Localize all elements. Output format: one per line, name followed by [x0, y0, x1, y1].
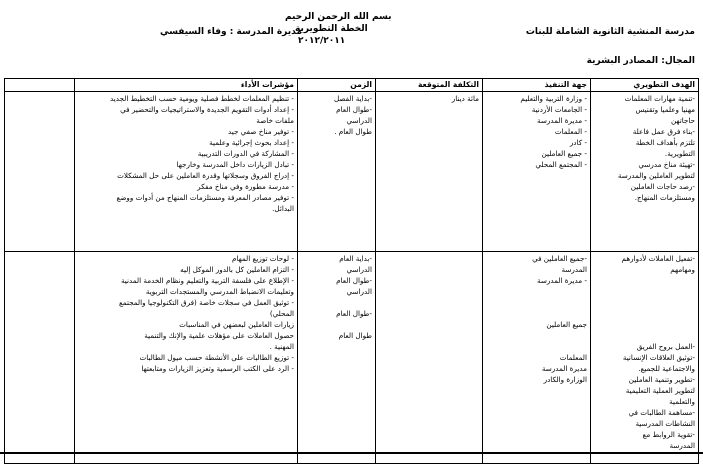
cell-line: - وزارة التربية والتعليم: [520, 94, 587, 103]
cell-line: -تفعيل العاملات لأدوارهم: [621, 254, 695, 263]
cell-line: - مديرة المدرسة: [537, 276, 587, 285]
cell-line: والتعلمية: [669, 397, 695, 406]
cell-line: - توثيق العمل في سجلات خاصة (فرق التكنولوجيا والمجتمع: [118, 298, 294, 307]
cell-line: المدرسة: [669, 441, 695, 450]
cell-line: - المعلمات: [554, 127, 587, 136]
cell-line: جميع العاملين: [546, 320, 587, 329]
table-header-row: [5, 79, 699, 92]
cell-line: المهنية .: [269, 342, 294, 351]
cell-line: -رصد حاجات العاملين: [630, 182, 695, 191]
cell-line: والاجتماعية للجميع.: [638, 364, 695, 373]
cell-notes: [5, 252, 75, 464]
cell-line: - توزيع الطالبات على الأنشطة حسب ميول الطالبات: [139, 353, 294, 362]
cell-line: حاجاتهن: [670, 116, 695, 125]
header-time: الزمن: [298, 79, 376, 92]
cell-line: مهنيا وعلميا وتقنيس: [635, 105, 695, 114]
cell-line: - توفير مناخ صفي جيد: [228, 127, 294, 136]
cell-line: - تبادل الزيارات داخل المدرسة وخارجها: [176, 160, 294, 169]
cell-line: -تطوير وتنمية العاملين: [628, 375, 695, 384]
cell-line: المحلي): [269, 309, 294, 318]
cell-cost: [376, 252, 483, 464]
cell-time: [298, 92, 376, 252]
cell-line: ومستلزمات المنهاج.: [634, 193, 695, 202]
cell-line: مائة دينار: [451, 94, 479, 103]
cell-line: تلتزم بأهداف الخطة: [635, 138, 695, 147]
cell-line: لتطوير العملية التعليمية: [625, 386, 695, 395]
cell-line: -طوال العام: [336, 276, 372, 285]
cell-line: الدراسي: [346, 116, 372, 125]
cell-line: المدرسة: [561, 265, 587, 274]
cell-line: -طوال العام: [336, 105, 372, 114]
cell-line: -بناء فرق عمل فاعلة: [632, 127, 695, 136]
cell-line: زيارات العاملين لبعضهن في المناسبات: [179, 320, 294, 329]
cell-line: المعلمات: [559, 353, 587, 362]
cell-line: -تهيئة مناخ مدرسي: [638, 160, 695, 169]
cell-line: مديرة المدرسة: [541, 364, 587, 373]
header-exec: جهة التنفيذ: [483, 79, 591, 92]
cell-line: - المجتمع المحلي: [535, 160, 587, 169]
cell-line: الوزارة والكادر: [543, 375, 587, 384]
header-notes: [5, 79, 75, 92]
cell-line: البدائل.: [272, 204, 294, 213]
cell-indicators: [75, 92, 298, 252]
cell-line: - تنظيم المعلمات لخطط فصلية ويومية حسب التخطيط الجديد: [109, 94, 294, 103]
cell-line: - التزام العاملين كل بالدور الموكل إليه: [180, 265, 294, 274]
cell-line: - توفير مصادر المعرفة ومستلزمات المنهاج من أدوات ووضع: [116, 193, 294, 202]
header-goal: الهدف التطويري: [591, 79, 699, 92]
cell-exec: [483, 92, 591, 252]
cell-line: - الرد على الكتب الرسمية وتعزيز الزيارات ومتابعتها: [141, 364, 294, 373]
principal-name: مديرة المدرسة : وفاء السيفسي: [160, 27, 302, 37]
cell-line: -تنمية مهارات المعلمات: [624, 94, 695, 103]
plan-title: الخطة التطويرية: [295, 24, 368, 34]
cell-line: -بداية الفصل: [333, 94, 372, 103]
cell-line: -تقوية الروابط مع: [642, 430, 695, 439]
cell-line: ومهامهم: [670, 265, 695, 274]
cell-line: -طوال العام: [336, 309, 372, 318]
table-row: [5, 92, 699, 252]
cell-line: النشاطات المدرسية: [635, 419, 695, 428]
plan-year: ٢٠١٢/٢٠١١: [298, 36, 346, 46]
cell-line: -جميع العاملين في: [532, 254, 587, 263]
cell-line: حصول العاملات على مؤهلات علمية والإنك والتنمية: [144, 331, 294, 340]
table-row: [5, 252, 699, 464]
cell-exec: [483, 252, 591, 464]
cell-cost: [376, 92, 483, 252]
cell-line: - إعداد بحوث إجرائية وعلمية: [209, 138, 294, 147]
cell-line: -بداية العام: [339, 254, 372, 263]
cell-line: -العمل بروح الفريق: [636, 342, 695, 351]
cell-line: -مساهمة الطالبات في: [628, 408, 695, 417]
cell-line: - كادر: [569, 138, 587, 147]
development-plan-table: [4, 78, 699, 464]
cell-line: - لوحات توزيع المهام: [231, 254, 294, 263]
cell-indicators: [75, 252, 298, 464]
header-indicators: مؤشرات الأداء: [75, 79, 298, 92]
cell-line: -توثيق العلاقات الإنسانية: [622, 353, 695, 362]
cell-goal: [591, 92, 699, 252]
cell-line: - جميع العاملين: [541, 149, 587, 158]
cell-line: طوال العام: [338, 331, 372, 340]
cell-line: - إعداد أدوات التقويم الجديدة والاستراتيجيات والتحضير في: [120, 105, 294, 114]
school-name: مدرسة المنشية الثانوية الشاملة للبنات: [525, 27, 695, 37]
basmala: بسم الله الرحمن الرحيم: [285, 12, 392, 22]
cell-line: ملفات خاصة: [256, 116, 294, 125]
cell-goal: [591, 252, 699, 464]
cell-line: الدراسي: [346, 265, 372, 274]
cell-line: الدراسي: [346, 287, 372, 296]
cell-line: - إدراج الفروق وسجلاتها وقدرة العاملين على حل المشكلات: [117, 171, 294, 180]
header-cost: التكلفة المتوقعة: [376, 79, 483, 92]
cell-time: [298, 252, 376, 464]
cell-line: - مدرسة مطورة وفي مناخ مفكر: [197, 182, 294, 191]
cell-line: لتطوير العاملين والمدرسة: [617, 171, 695, 180]
bottom-rule: [0, 452, 703, 454]
cell-notes: [5, 92, 75, 252]
cell-line: - الإطلاع على فلسفة التربية والتعليم ونظام الخدمة المدنية: [120, 276, 294, 285]
field-label: المجال: المصادر البشرية: [586, 56, 695, 66]
cell-line: وتعليمات الانضباط المدرسي والمستجدات التربوية: [145, 287, 294, 296]
cell-line: - الجامعات الأردنية: [531, 105, 587, 114]
cell-line: طوال العام .: [334, 127, 372, 136]
cell-line: التطويرية.: [664, 149, 695, 158]
cell-line: - مديرة المدرسة: [537, 116, 587, 125]
cell-line: - المشاركة في الدورات التدريبية: [197, 149, 294, 158]
